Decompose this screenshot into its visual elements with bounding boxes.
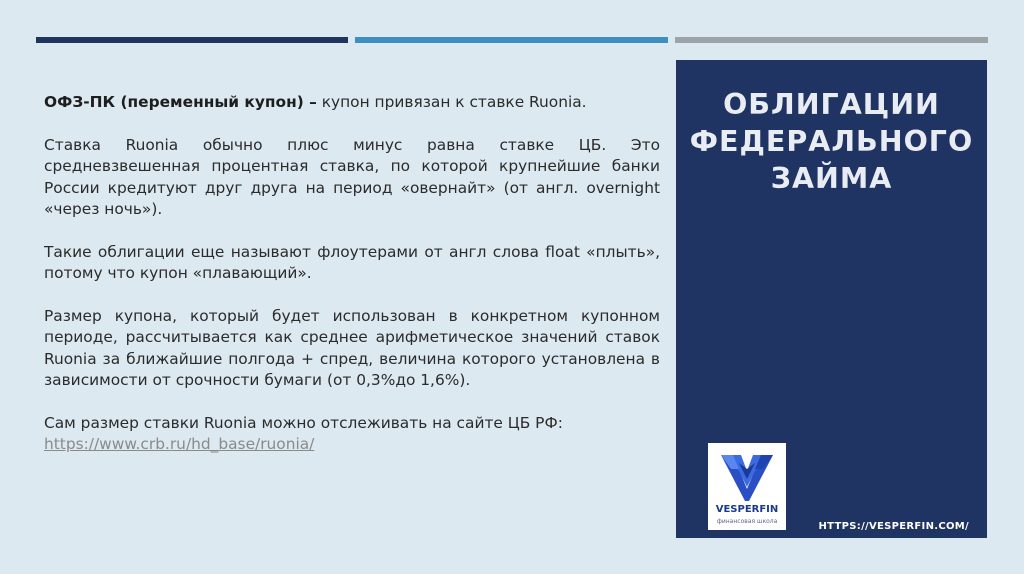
cbr-ruonia-link[interactable]: https://www.crb.ru/hd_base/ruonia/ <box>44 435 315 453</box>
logo-name: VESPERFIN <box>715 504 779 515</box>
paragraph-source <box>44 413 660 456</box>
term-ofz-pk: ОФЗ-ПК (переменный купон) – <box>44 93 317 111</box>
paragraph-coupon-size: Размер купона, который будет использован в конкретном купонном периоде, рассчитывается как среднее арифметическое значений ставок Ruonia за ближайшие полгода + спред, величина которого установлена в зависимости от срочности бумаги (от 0,3%до 1,6%). <box>44 306 660 389</box>
title-panel <box>676 60 987 538</box>
top-stripe-blue <box>355 37 668 43</box>
title-line-2: ФЕДЕРАЛЬНОГО <box>689 125 974 158</box>
definition-text: купон привязан к ставке Ruonia. <box>316 93 587 111</box>
main-text <box>44 92 660 456</box>
slide-title <box>676 86 987 197</box>
vesperfin-logo <box>708 443 786 530</box>
title-line-3: ЗАЙМА <box>770 162 893 195</box>
vesperfin-v-icon <box>719 449 775 503</box>
top-stripe-gray <box>675 37 988 43</box>
paragraph-definition <box>44 92 660 114</box>
source-text: Сам размер ставки Ruonia можно отслеживать на сайте ЦБ РФ: <box>44 413 563 432</box>
paragraph-ruonia: Ставка Ruonia обычно плюс минус равна ставке ЦБ. Это средневзвешенная процентная ставка, по которой крупнейшие банки России кредитуют друг друга на период «овернайт» (от англ. overnight «через ночь»). <box>44 135 660 218</box>
website-url[interactable]: HTTPS://VESPERFIN.COM/ <box>818 521 969 532</box>
top-stripe-dark <box>36 37 348 43</box>
logo-subtitle: финансовая школа <box>716 518 778 525</box>
paragraph-floaters: Такие облигации еще называют флоутерами от англ слова float «плыть», потому что купон «плавающий». <box>44 242 660 282</box>
title-line-1: ОБЛИГАЦИИ <box>723 88 940 121</box>
